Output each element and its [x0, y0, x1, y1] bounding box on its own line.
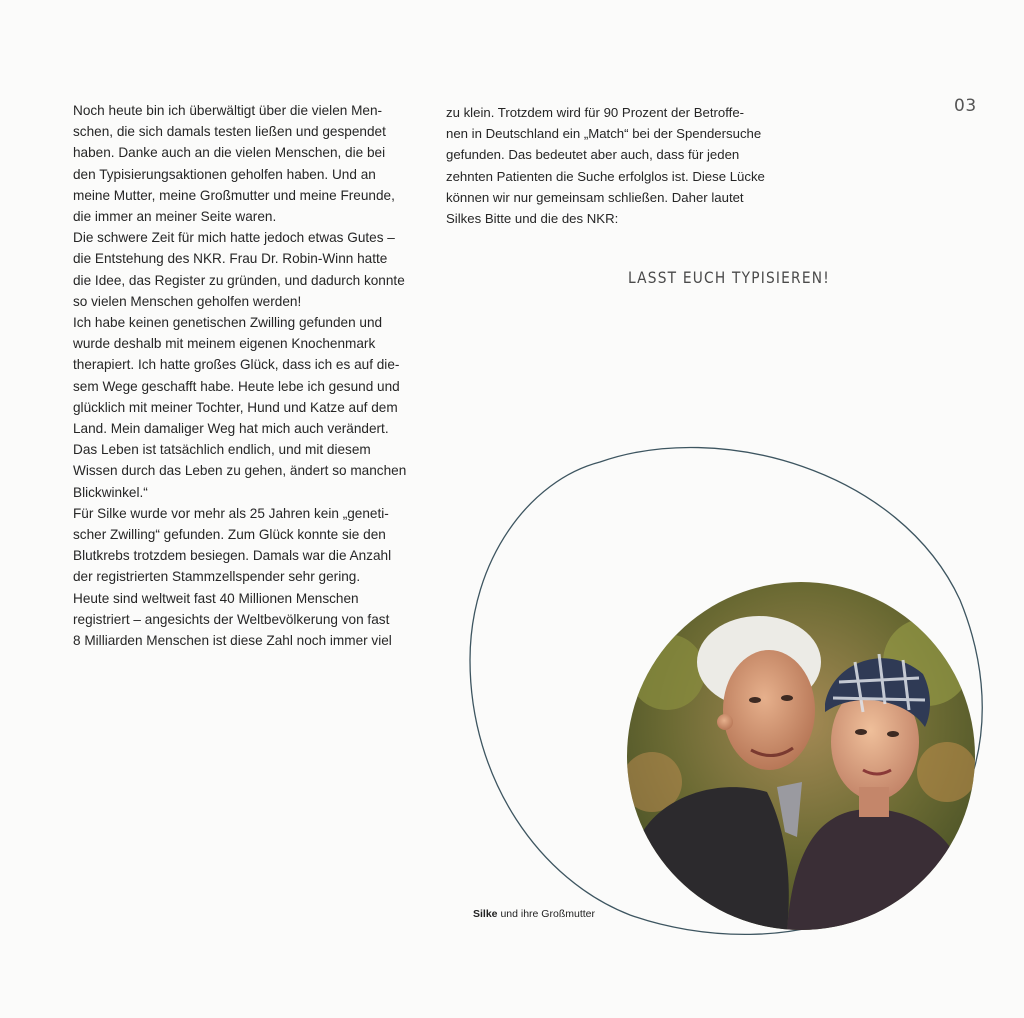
text-line: Heute sind weltweit fast 40 Millionen Menschen	[73, 590, 359, 606]
text-line: therapiert. Ich hatte großes Glück, dass ich es auf die-	[73, 357, 400, 373]
text-line: zu klein. Trotzdem wird für 90 Prozent der Betroffe-	[446, 105, 745, 120]
text-line: den Typisierungsaktionen geholfen haben. Und an	[73, 166, 376, 182]
text-line: Blickwinkel.“	[73, 484, 148, 500]
text-line: nen in Deutschland ein „Match“ bei der Spendersuche	[446, 126, 762, 142]
caption-name: Silke	[473, 908, 498, 920]
headline-appeal: LASST EUCH TYPISIEREN!	[628, 268, 830, 287]
right-text-column	[446, 102, 791, 229]
text-line: glücklich mit meiner Tochter, Hund und Katze auf dem	[73, 399, 398, 415]
caption-text: und ihre Großmutter	[497, 908, 595, 920]
text-line: Für Silke wurde vor mehr als 25 Jahren kein „geneti-	[73, 505, 389, 521]
text-line: Das Leben ist tatsächlich endlich, und mit diesem	[73, 442, 371, 458]
text-line: so vielen Menschen geholfen werden!	[73, 293, 302, 309]
text-line: Silkes Bitte und die des NKR:	[446, 211, 619, 227]
text-line: 8 Milliarden Menschen ist diese Zahl noch immer viel	[73, 633, 392, 649]
text-line: scher Zwilling“ gefunden. Zum Glück konnte sie den	[73, 527, 386, 543]
text-line: Wissen durch das Leben zu gehen, ändert so manchen	[73, 463, 407, 479]
text-line: wurde deshalb mit meinem eigenen Knochenmark	[73, 336, 376, 352]
text-line: Blutkrebs trotzdem besiegen. Damals war die Anzahl	[73, 548, 392, 564]
text-line: können wir nur gemeinsam schließen. Daher lautet	[446, 189, 744, 205]
left-text-column	[73, 100, 425, 651]
text-line: schen, die sich damals testen ließen und gespendet	[73, 124, 386, 140]
text-line: zehnten Patienten die Suche erfolglos ist. Diese Lücke	[446, 168, 765, 184]
text-line: registriert – angesichts der Weltbevölkerung von fast	[73, 611, 390, 627]
text-line: Land. Mein damaliger Weg hat mich auch verändert.	[73, 421, 389, 437]
text-line: die Entstehung des NKR. Frau Dr. Robin-Winn hatte	[73, 251, 388, 267]
text-line: der registrierten Stammzellspender sehr gering.	[73, 569, 361, 585]
text-line: die immer an meiner Seite waren.	[73, 209, 277, 225]
text-line: die Idee, das Register zu gründen, und dadurch konnte	[73, 272, 405, 288]
text-line: Noch heute bin ich überwältigt über die vielen Men-	[73, 103, 383, 118]
photo-silke-and-grandmother	[627, 582, 975, 930]
photo-caption	[473, 908, 595, 920]
text-line: sem Wege geschafft habe. Heute lebe ich gesund und	[73, 378, 400, 394]
text-line: Die schwere Zeit für mich hatte jedoch etwas Gutes –	[73, 230, 395, 246]
text-line: meine Mutter, meine Großmutter und meine Freunde,	[73, 187, 395, 203]
page-number: 03	[954, 96, 977, 116]
text-line: gefunden. Das bedeutet aber auch, dass für jeden	[446, 147, 740, 163]
text-line: haben. Danke auch an die vielen Menschen, die bei	[73, 145, 386, 161]
text-line: Ich habe keinen genetischen Zwilling gefunden und	[73, 315, 383, 331]
